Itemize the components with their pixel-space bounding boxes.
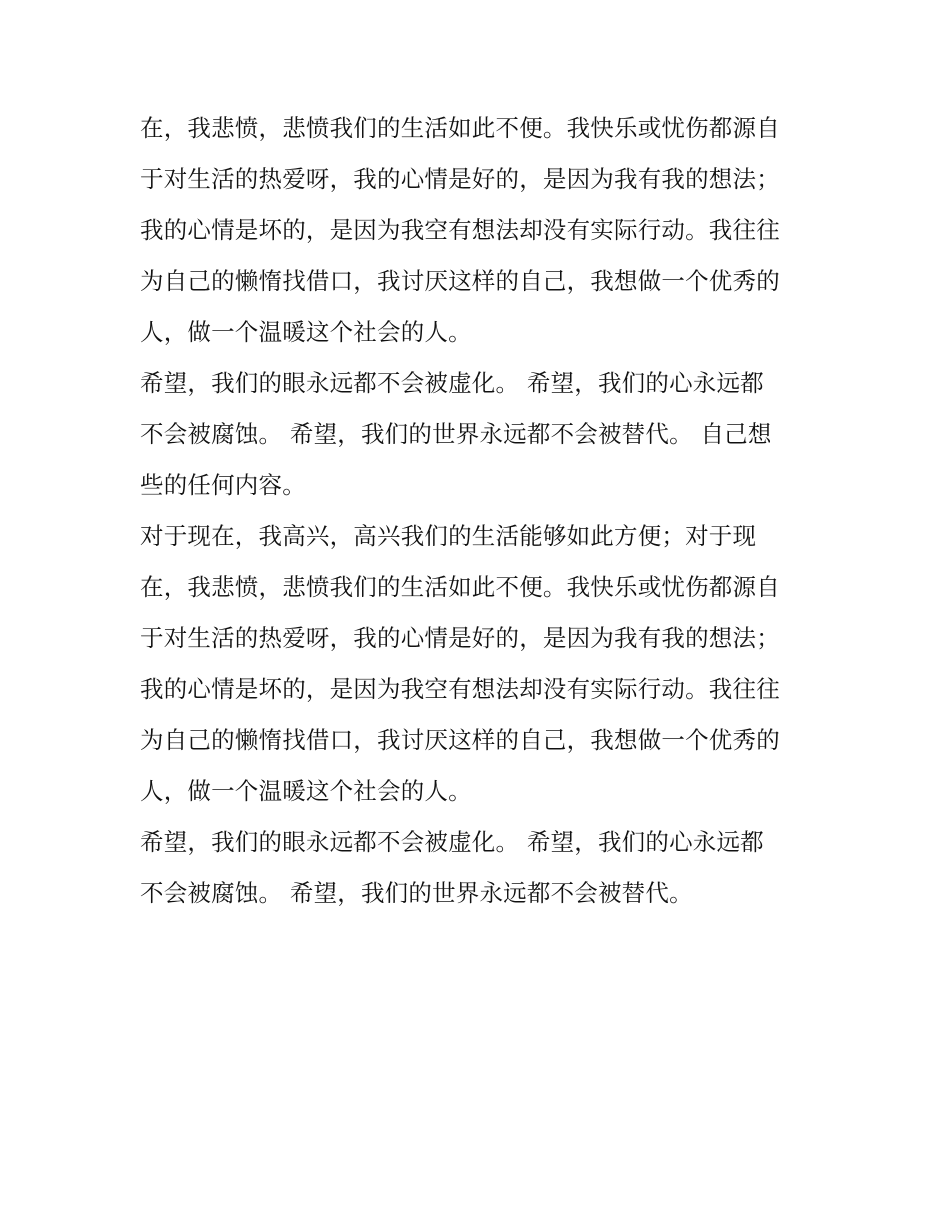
text-line: 在，我悲愤，悲愤我们的生活如此不便。我快乐或忧伤都源自 <box>140 114 780 142</box>
text-line: 为自己的懒惰找借口，我讨厌这样的自己，我想做一个优秀的 <box>140 726 780 754</box>
text-line: 在，我悲愤，悲愤我们的生活如此不便。我快乐或忧伤都源自 <box>140 573 780 601</box>
text-line: 我的心情是坏的，是因为我空有想法却没有实际行动。我往往 <box>140 216 780 244</box>
text-line: 人，做一个温暖这个社会的人。 <box>140 777 472 805</box>
text-line: 希望，我们的眼永远都不会被虚化。 希望，我们的心永远都 <box>140 828 764 856</box>
text-line: 我的心情是坏的，是因为我空有想法却没有实际行动。我往往 <box>140 675 780 703</box>
text-line: 不会被腐蚀。 希望，我们的世界永远都不会被替代。 <box>140 879 693 907</box>
text-line: 对于现在，我高兴，高兴我们的生活能够如此方便；对于现 <box>140 522 757 550</box>
text-line: 人，做一个温暖这个社会的人。 <box>140 318 472 346</box>
text-line: 于对生活的热爱呀，我的心情是好的，是因为我有我的想法； <box>140 165 780 193</box>
text-line: 为自己的懒惰找借口，我讨厌这样的自己，我想做一个优秀的 <box>140 267 780 295</box>
text-line: 希望，我们的眼永远都不会被虚化。 希望，我们的心永远都 <box>140 369 764 397</box>
document-body <box>140 103 840 919</box>
text-line: 些的任何内容。 <box>140 471 306 499</box>
text-line: 不会被腐蚀。 希望，我们的世界永远都不会被替代。 自己想 <box>140 420 772 448</box>
text-line: 于对生活的热爱呀，我的心情是好的，是因为我有我的想法； <box>140 624 780 652</box>
